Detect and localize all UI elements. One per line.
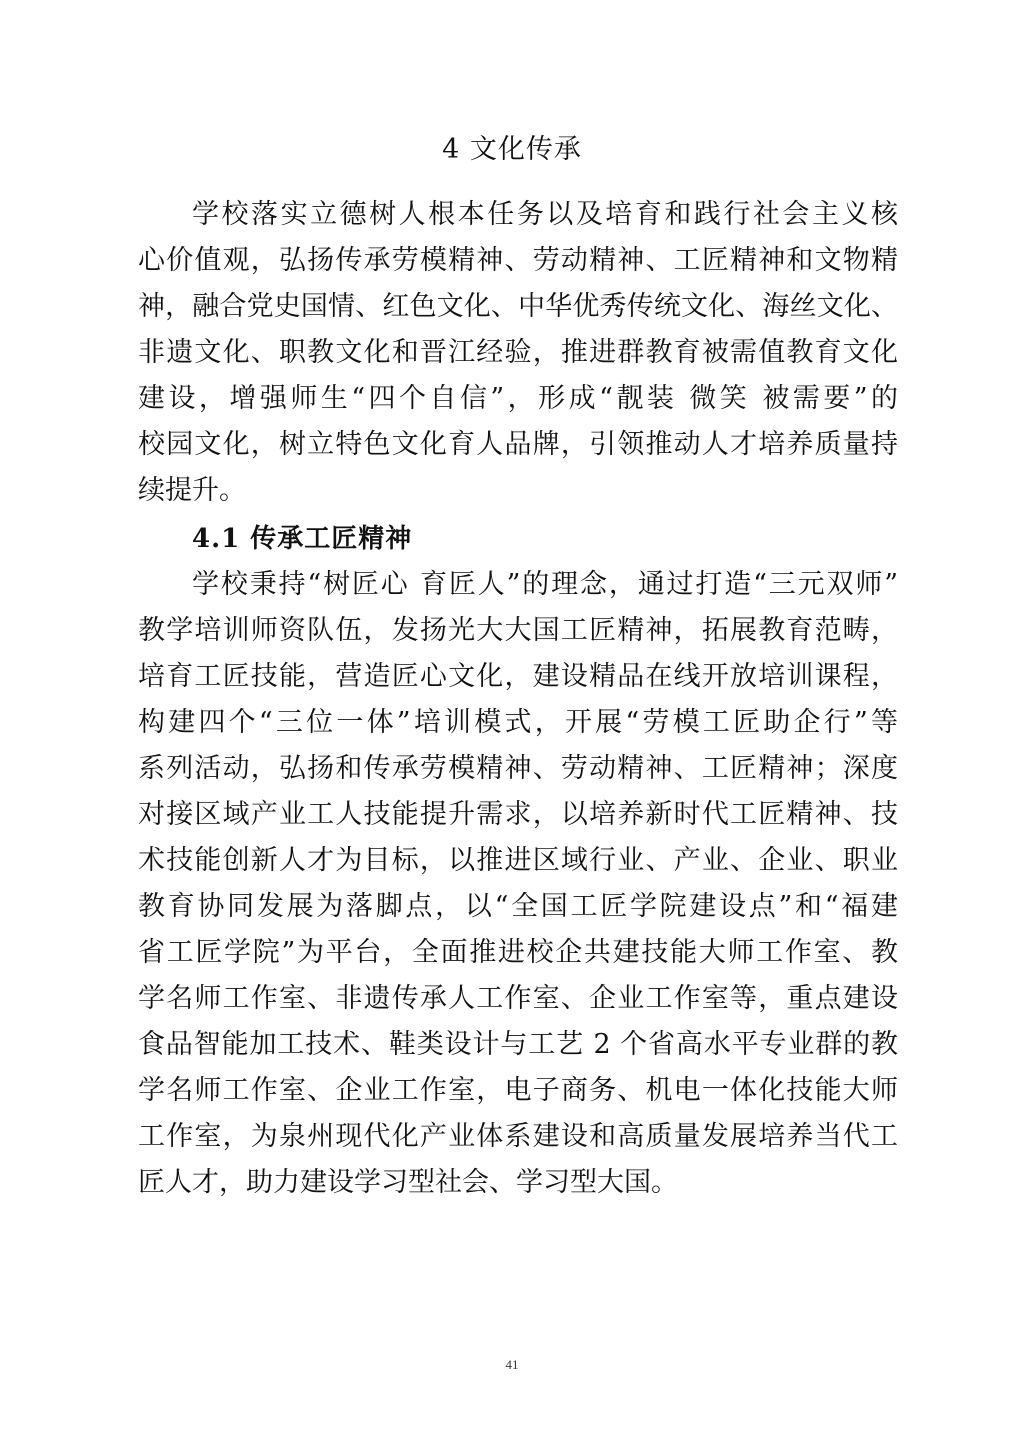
paragraph-line: 校园文化，树立特色文化育人品牌，引领推动人才培养质量持 (138, 429, 898, 460)
paragraph-line: 系列活动，弘扬和传承劳模精神、劳动精神、工匠精神；深度 (138, 753, 898, 784)
section-paragraph (138, 562, 898, 1206)
intro-paragraph (138, 192, 898, 514)
paragraph-line: 匠人才，助力建设学习型社会、学习型大国。 (138, 1167, 678, 1198)
paragraph-line: 学名师工作室、企业工作室，电子商务、机电一体化技能大师 (138, 1075, 898, 1106)
paragraph-line: 学校落实立德树人根本任务以及培育和践行社会主义核 (192, 199, 898, 230)
section-heading: 4.1 传承工匠精神 (192, 524, 413, 554)
paragraph-line: 建设，增强师生“四个自信”，形成“靓装 微笑 被需要”的 (138, 383, 898, 414)
paragraph-line: 教学培训师资队伍，发扬光大大国工匠精神，拓展教育范畴， (138, 615, 898, 646)
page-number: 41 (505, 1357, 519, 1372)
paragraph-line: 培育工匠技能，营造匠心文化，建设精品在线开放培训课程， (138, 661, 898, 692)
chapter-title: 4 文化传承 (442, 134, 582, 165)
paragraph-line: 学校秉持“树匠心 育匠人”的理念，通过打造“三元双师” (192, 569, 898, 600)
paragraph-line: 对接区域产业工人技能提升需求，以培养新时代工匠精神、技 (138, 799, 898, 830)
paragraph-line: 神，融合党史国情、红色文化、中华优秀传统文化、海丝文化、 (138, 291, 898, 322)
paragraph-line: 学名师工作室、非遗传承人工作室、企业工作室等，重点建设 (138, 983, 898, 1014)
paragraph-line: 续提升。 (138, 475, 246, 506)
paragraph-line: 省工匠学院”为平台，全面推进校企共建技能大师工作室、教 (138, 937, 898, 968)
paragraph-line: 工作室，为泉州现代化产业体系建设和高质量发展培养当代工 (138, 1121, 898, 1152)
paragraph-line: 术技能创新人才为目标，以推进区域行业、产业、企业、职业 (138, 845, 898, 876)
paragraph-line: 食品智能加工技术、鞋类设计与工艺 2 个省高水平专业群的教 (138, 1029, 898, 1060)
paragraph-line: 构建四个“三位一体”培训模式，开展“劳模工匠助企行”等 (138, 707, 898, 738)
paragraph-line: 教育协同发展为落脚点，以“全国工匠学院建设点”和“福建 (138, 891, 898, 922)
paragraph-line: 非遗文化、职教文化和晋江经验，推进群教育被需值教育文化 (138, 337, 898, 368)
paragraph-line: 心价值观，弘扬传承劳模精神、劳动精神、工匠精神和文物精 (138, 245, 898, 276)
